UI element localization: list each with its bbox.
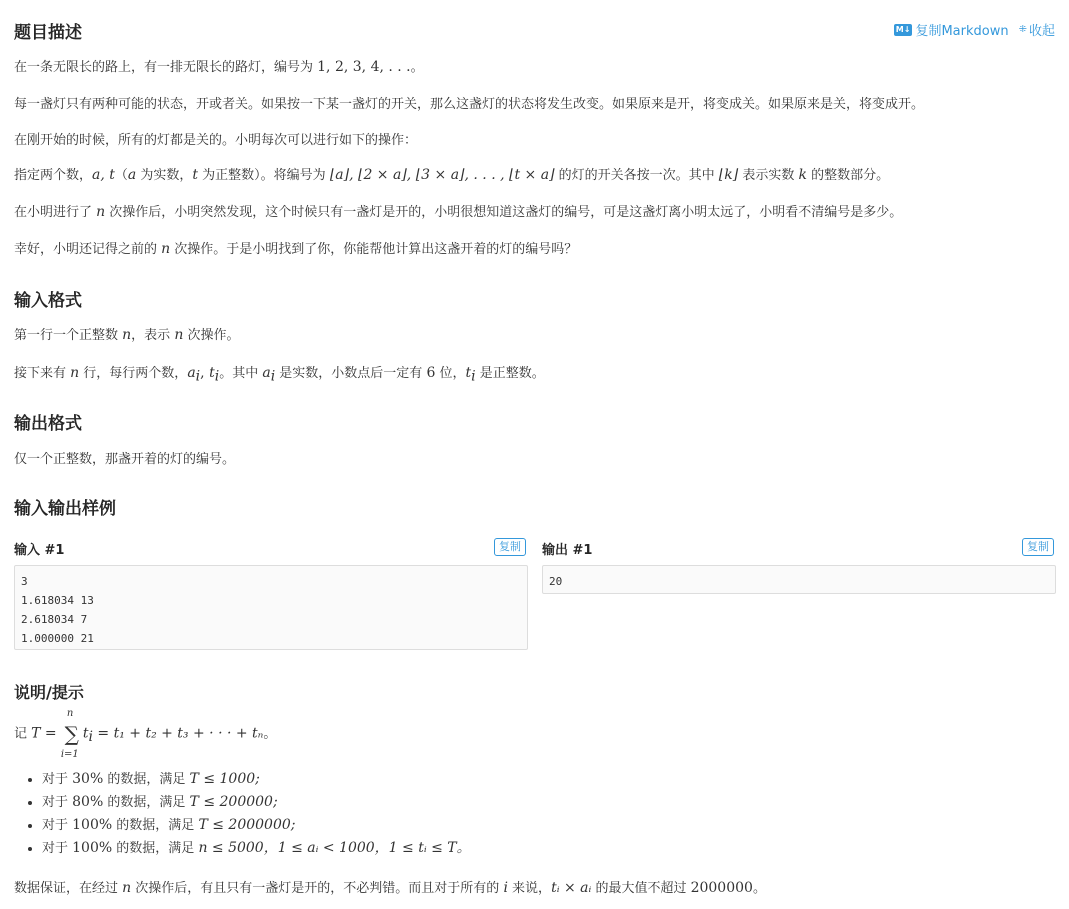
input-format-line-2: [14, 362, 545, 385]
text: 次操作。: [183, 328, 240, 343]
desc-text: 次操作后，小明突然发现，这个时候只有一盏灯是开的，小明很想知道这盏灯的编号，可是这盏灯离小明太远了，小明看不清编号是多少。: [105, 205, 903, 220]
math-var: k: [798, 167, 807, 183]
text: 的数据，满足: [103, 795, 190, 810]
math-sub: i: [471, 368, 476, 385]
code-line: 2.618034 7: [21, 613, 88, 626]
text: 记: [14, 726, 32, 742]
sample-output-label: 输出 #1: [542, 543, 593, 558]
text: 的数据，满足: [103, 772, 190, 787]
math-expr: T ≤ 2000000;: [198, 817, 296, 833]
desc-text: 指定两个数，: [14, 168, 93, 183]
toolbar: [894, 20, 1055, 39]
math-var: t: [465, 365, 472, 381]
math-sub: i: [195, 368, 201, 385]
math-expr: tᵢ × aᵢ: [551, 880, 592, 896]
desc-text: 幸好，小明还记得之前的: [14, 242, 162, 257]
copy-markdown-label: 复制Markdown: [915, 24, 1009, 39]
math-percent: 100%: [72, 817, 113, 833]
math-percent: 80%: [72, 794, 104, 810]
copy-input-button[interactable]: 复制: [494, 538, 526, 556]
collapse-button[interactable]: [1019, 20, 1055, 39]
math-comma: ,: [200, 365, 210, 381]
code-line: 1.000000 21: [21, 632, 94, 645]
desc-paragraph-2: 每一盏灯只有两种可能的状态，开或者关。如果按一下某一盏灯的开关，那么这盏灯的状态将发生改变。如果原来是开，将变成关。如果原来是关，将变成开。: [14, 97, 925, 112]
desc-text: 为正整数）。将编号为: [198, 168, 330, 183]
desc-paragraph-3: 在刚开始的时候，所有的灯都是关的。小明每次可以进行如下的操作：: [14, 133, 418, 148]
sum-lower: i=1: [60, 749, 79, 760]
desc-paragraph-4: [14, 164, 889, 183]
math-var: t: [209, 365, 215, 381]
math-var: t: [82, 725, 89, 742]
math-sub: i: [88, 729, 93, 746]
sample-input-label: 输入 #1: [14, 543, 65, 558]
desc-text: 为实数，: [136, 168, 193, 183]
text: 。: [263, 726, 277, 742]
math-num: 2000000: [690, 880, 753, 896]
copy-output-button[interactable]: 复制: [1022, 538, 1054, 556]
math-var: n: [70, 365, 80, 381]
list-item: [42, 791, 471, 814]
math-var: n: [96, 204, 106, 220]
hint-list: [22, 768, 471, 860]
desc-text: 的灯的开关各按一次。其中: [554, 168, 719, 183]
copy-markdown-button[interactable]: [894, 20, 1009, 39]
output-format-text: 仅一个正整数，那盏开着的灯的编号。: [14, 452, 236, 467]
desc-text: （: [114, 168, 128, 183]
desc-paragraph-5: [14, 201, 902, 220]
text: 对于: [42, 818, 73, 833]
text: 第一行一个正整数: [14, 328, 123, 343]
math-var: n: [122, 880, 132, 896]
text: 是实数，小数点后一定有: [275, 366, 427, 381]
input-format-title: 输入格式: [14, 291, 82, 311]
input-format-line-1: [14, 324, 239, 343]
math-var: n: [122, 327, 132, 343]
math-num: 6: [426, 365, 436, 381]
text: 对于: [42, 772, 73, 787]
desc-paragraph-1: [14, 56, 424, 75]
text: 的数据，满足: [112, 818, 199, 833]
code-line: 1.618034 13: [21, 594, 94, 607]
math-var: n: [161, 241, 171, 257]
math-var: a: [127, 167, 137, 183]
text: 。其中: [219, 366, 263, 381]
math-expr: T ≤ 1000;: [189, 771, 260, 787]
code-line: 3: [21, 575, 28, 588]
sample-output-box[interactable]: [542, 565, 1056, 594]
markdown-icon: M↓: [895, 24, 911, 34]
samples-title: 输入输出样例: [14, 499, 116, 519]
text: 的最大值不超过: [591, 881, 691, 896]
output-format-title: 输出格式: [14, 414, 82, 434]
desc-text: 次操作。于是小明找到了你，你能帮他计算出这盏开着的灯的编号吗？: [170, 242, 578, 257]
math-sub: i: [214, 368, 220, 385]
math-percent: 100%: [72, 840, 113, 856]
desc-text: 表示实数: [738, 168, 799, 183]
math-percent: 30%: [72, 771, 104, 787]
math-var: a, t: [92, 167, 115, 183]
desc-text: 的整数部分。: [806, 168, 890, 183]
code-line: 20: [549, 575, 563, 588]
text: 是正整数。: [475, 366, 545, 381]
list-item: [42, 837, 471, 860]
text: 对于: [42, 795, 73, 810]
math-var: n: [174, 327, 184, 343]
list-item: [42, 768, 471, 791]
math-lhs: T =: [31, 725, 57, 742]
collapse-icon: ⁜: [1018, 24, 1026, 35]
math-expr: T ≤ 200000;: [189, 794, 278, 810]
desc-text: 在小明进行了: [14, 205, 97, 220]
math-expr: n ≤ 5000，1 ≤ aᵢ < 1000，1 ≤ tᵢ ≤ T。: [198, 840, 471, 856]
hint-formula: [14, 708, 277, 760]
desc-paragraph-6: [14, 238, 577, 257]
list-item: [42, 814, 471, 837]
math-var: ⌊k⌋: [718, 167, 739, 183]
text: 次操作后，有且只有一盏灯是开的，不必判错。而且对于所有的: [131, 881, 504, 896]
collapse-label: 收起: [1028, 24, 1055, 39]
math-var: a: [262, 365, 271, 381]
math-expr: = t₁ + t₂ + t₃ + · · · + tₙ: [92, 725, 264, 742]
math-sub: i: [270, 368, 276, 385]
math-var: t: [192, 167, 199, 183]
sample-input-box[interactable]: [14, 565, 528, 650]
text: 数据保证，在经过: [14, 881, 123, 896]
hints-title: 说明/提示: [14, 683, 84, 702]
text: 行，每行两个数，: [79, 366, 188, 381]
text: ，表示: [131, 328, 175, 343]
math-var: i: [503, 880, 508, 896]
text: 的数据，满足: [112, 841, 199, 856]
text: 位，: [435, 366, 466, 381]
hint-final-paragraph: [14, 877, 766, 896]
math-floor-list: ⌊a⌋, ⌊2 × a⌋, ⌊3 × a⌋, . . . , ⌊t × a⌋: [329, 167, 555, 183]
text: 对于: [42, 841, 73, 856]
sum-symbol: [60, 708, 83, 760]
math-sequence: 1, 2, 3, 4, . . .: [317, 59, 411, 75]
page-title: 题目描述: [14, 23, 82, 43]
text: 来说，: [507, 881, 552, 896]
sigma-icon: ∑: [64, 722, 79, 746]
desc-text: 在一条无限长的路上，有一排无限长的路灯，编号为: [14, 60, 318, 75]
desc-text: 。: [410, 60, 424, 75]
math-var: a: [187, 365, 196, 381]
sum-upper: n: [66, 708, 74, 719]
text: 接下来有: [14, 366, 71, 381]
text: 。: [752, 881, 766, 896]
